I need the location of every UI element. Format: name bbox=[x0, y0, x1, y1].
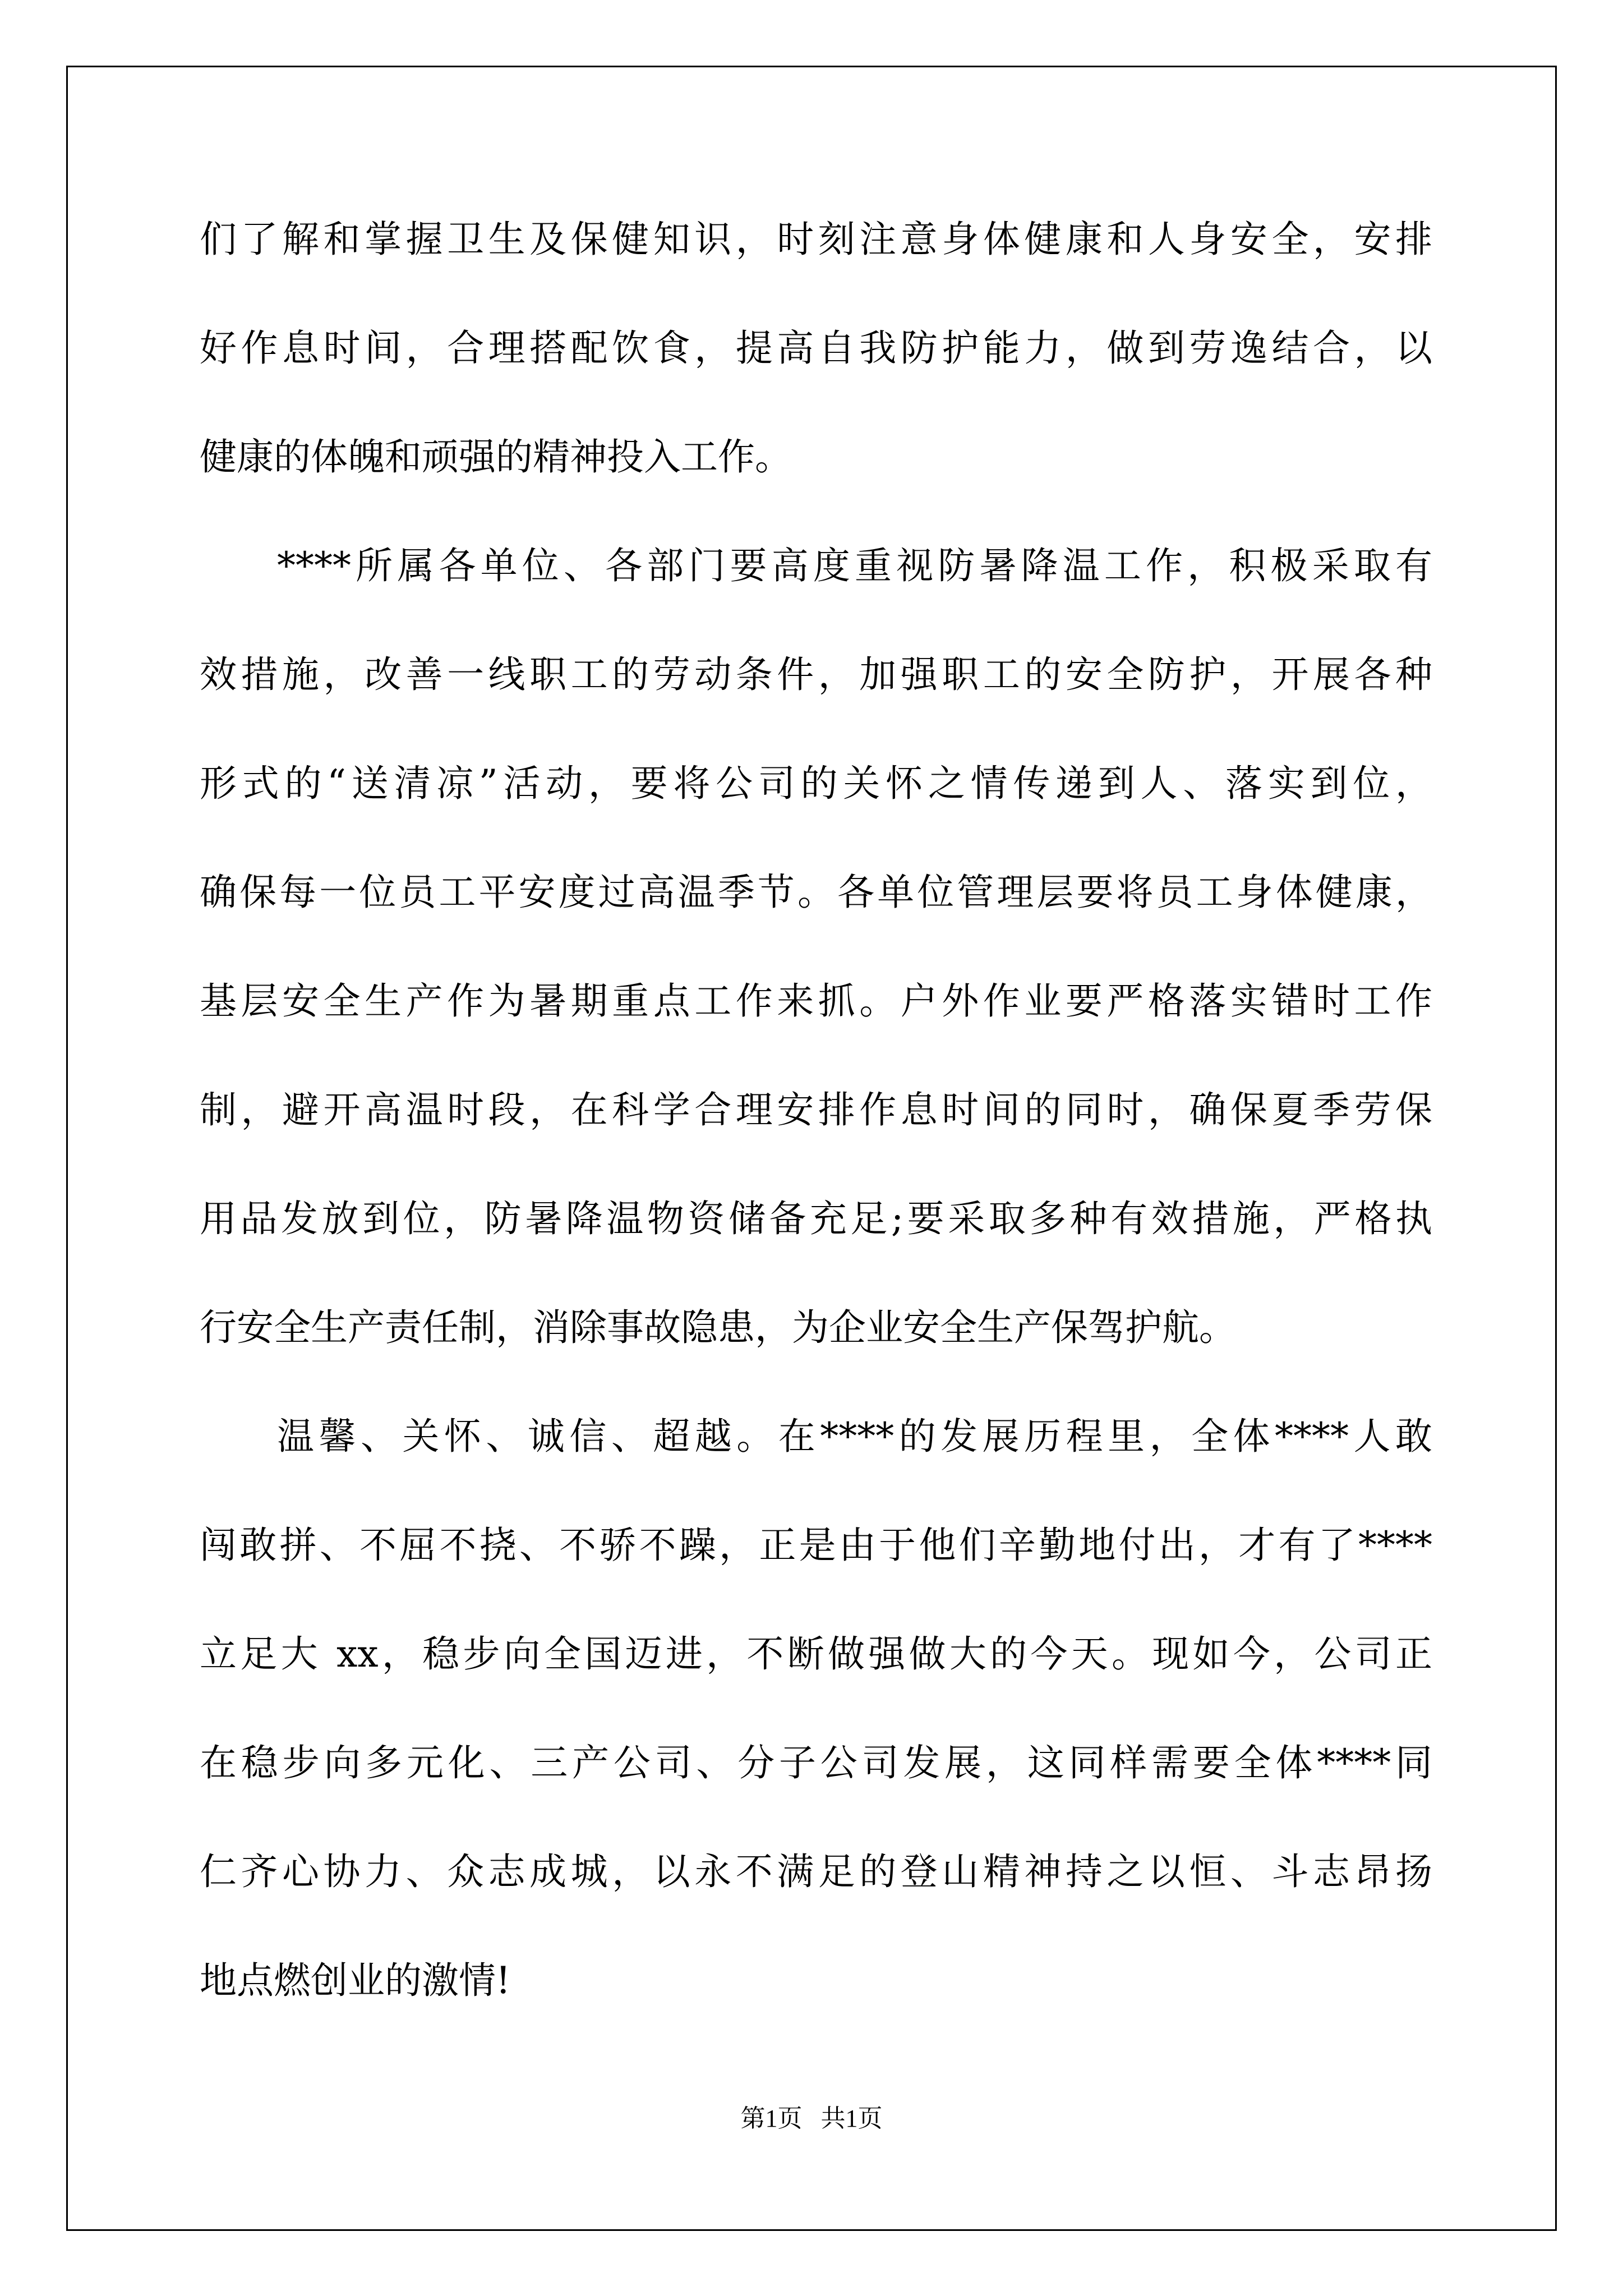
text-line: 确保每一位员工平安度过高温季节。各单位管理层要将员工身体健康， bbox=[200, 871, 1432, 914]
page-total: 共1页 bbox=[820, 2105, 883, 2132]
text-line: ****所属各单位、各部门要高度重视防暑降温工作，积极采取有 bbox=[277, 544, 1432, 587]
text-line: 形式的“送清凉”活动，要将公司的关怀之情传递到人、落实到位， bbox=[200, 762, 1432, 805]
paragraph bbox=[200, 512, 1432, 1382]
text-line: 们了解和掌握卫生及保健知识，时刻注意身体健康和人身安全，安排 bbox=[200, 218, 1432, 261]
text-line: 用品发放到位，防暑降温物资储备充足;要采取多种有效措施，严格执 bbox=[200, 1197, 1432, 1240]
text-line: 温馨、关怀、诚信、超越。在****的发展历程里，全体****人敢 bbox=[277, 1415, 1432, 1458]
page-footer bbox=[0, 2098, 1623, 2134]
text-line: 行安全生产责任制，消除事故隐患，为企业安全生产保驾护航。 bbox=[200, 1306, 1236, 1349]
text-line: 基层安全生产作为暑期重点工作来抓。户外作业要严格落实错时工作 bbox=[200, 979, 1432, 1023]
page-number: 第1页 bbox=[740, 2105, 803, 2132]
text-line: 好作息时间，合理搭配饮食，提高自我防护能力，做到劳逸结合，以 bbox=[200, 326, 1432, 370]
text-line: 闯敢拼、不屈不挠、不骄不躁，正是由于他们辛勤地付出，才有了**** bbox=[200, 1524, 1432, 1567]
text-line: 仁齐心协力、众志成城，以永不满足的登山精神持之以恒、斗志昂扬 bbox=[200, 1850, 1432, 1893]
text-line: 制，避开高温时段，在科学合理安排作息时间的同时，确保夏季劳保 bbox=[200, 1088, 1432, 1131]
text-line: 地点燃创业的激情! bbox=[200, 1959, 511, 2002]
paragraph bbox=[200, 1382, 1432, 2035]
text-line: 健康的体魄和顽强的精神投入工作。 bbox=[200, 435, 792, 478]
text-line: 效措施，改善一线职工的劳动条件，加强职工的安全防护，开展各种 bbox=[200, 653, 1432, 696]
paragraph bbox=[200, 185, 1432, 512]
text-line: 立足大 xx，稳步向全国迈进，不断做强做大的今天。现如今，公司正 bbox=[200, 1632, 1432, 1676]
document-body bbox=[200, 185, 1432, 2035]
text-line: 在稳步向多元化、三产公司、分子公司发展，这同样需要全体****同 bbox=[200, 1741, 1432, 1784]
